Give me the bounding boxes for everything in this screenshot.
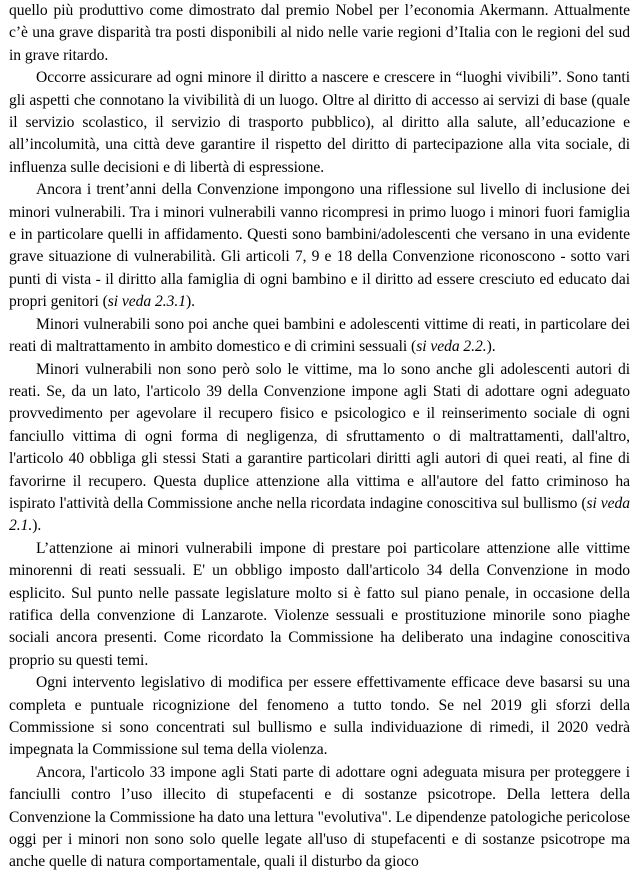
paragraph-text: L’attenzione ai minori vulnerabili impone di prestare poi particolare attenzione alle vittime minorenni di reati sessuali. E' un obbligo imposto dall'articolo 34 della Convenzione in modo esplicito. Sul punto nelle passate legislature molto si è fatto sul piano penale, in occasione della ratifica della convenzione di Lanzarote. Violenze sessuali e prostituzione minorile sono piaghe sociali ancora presenti. Come ricordato la Commissione ha deliberato una indagine conoscitiva proprio su questi temi. bbox=[9, 539, 630, 669]
paragraph-text: Ogni intervento legislativo di modifica per essere effettivamente efficace deve basarsi su una completa e puntuale ricognizione del fenomeno a tutto tondo. Se nel 2019 gli sforzi della Commissione si sono concentrati sul bullismo e sulla individuazione di rimedi, il 2020 vedrà impegnata la Commissione sul tema della violenza. bbox=[9, 674, 630, 759]
paragraph bbox=[9, 359, 630, 538]
paragraph-text: ). bbox=[486, 338, 496, 356]
paragraph bbox=[9, 538, 630, 672]
cross-reference: si veda 2.2. bbox=[416, 338, 487, 356]
paragraph-text: ). bbox=[32, 517, 42, 535]
paragraph bbox=[9, 0, 630, 67]
paragraph-text: ). bbox=[185, 293, 195, 311]
paragraph-text: quello più produttivo come dimostrato dal premio Nobel per l’economia Akermann. Attualmente c’è una grave disparità tra posti disponibili al nido nelle varie regioni d’Italia con le regioni del sud in grave ritardo. bbox=[9, 2, 630, 64]
paragraph bbox=[9, 672, 630, 762]
paragraph-text: Occorre assicurare ad ogni minore il diritto a nascere e crescere in “luoghi vivibili”. Sono tanti gli aspetti che connotano la vivibilità di un luogo. Oltre al diritto di accesso ai servizi di base (quale il servizio scolastico, il servizio di trasporto pubblico), al diritto alla salute, all’educazione e all’incolumità, una città deve garantire il rispetto del diritto di partecipazione alla vita sociale, di influenza sulle decisioni e di libertà di espressione. bbox=[9, 69, 630, 176]
paragraph-text: Minori vulnerabili non sono però solo le vittime, ma lo sono anche gli adolescenti autori di reati. Se, da un lato, l'articolo 39 della Convenzione impone agli Stati di adottare ogni adeguato provvedimento per agevolare il recupero fisico e psicologico e il reinserimento sociale di ogni fanciullo vittima di ogni forma di negligenza, di sfruttamento o di maltrattamenti, dall'altro, l'articolo 40 obbliga gli stessi Stati a garantire particolari diritti agli autori di quei reati, al fine di favorirne il recupero. Questa duplice attenzione alla vittima e all'autore del fatto criminoso ha ispirato l'attività della Commissione anche nella ricordata indagine conoscitiva sul bullismo ( bbox=[9, 360, 630, 512]
paragraph bbox=[9, 179, 630, 313]
paragraph bbox=[9, 314, 630, 359]
paragraph bbox=[9, 762, 630, 874]
cross-reference: si veda 2.1. bbox=[9, 494, 631, 535]
paragraph-text: Ancora, l'articolo 33 impone agli Stati parte di adottare ogni adeguata misura per proteggere i fanciulli contro l’uso illecito di stupefacenti e di sostanze psicotrope. Della lettera della Convenzione la Commissione ha dato una lettura "evolutiva". Le dipendenze patologiche pericolose oggi per i minori non sono solo quelle legate all'uso di stupefacenti e di sostanze psicotrope ma anche quelle di natura comportamentale, quali il disturbo da gioco bbox=[9, 763, 630, 871]
paragraph-text: Ancora i trent’anni della Convenzione impongono una riflessione sul livello di inclusione dei minori vulnerabili. Tra i minori vulnerabili vanno ricompresi in primo luogo i minori fuori famiglia e in particolare quelli in affidamento. Questi sono bambini/adolescenti che versano in una evidente grave situazione di vulnerabilità. Gli articoli 7, 9 e 18 della Convenzione riconoscono - sotto vari punti di vista - il diritto alla famiglia di ogni bambino e il diritto ad essere cresciuto ed educato dai propri genitori ( bbox=[9, 181, 630, 311]
document-page bbox=[9, 0, 630, 874]
paragraph-text: Minori vulnerabili sono poi anche quei bambini e adolescenti vittime di reati, in particolare dei reati di maltrattamento in ambito domestico e di crimini sessuali ( bbox=[9, 315, 630, 356]
paragraph bbox=[9, 67, 630, 179]
cross-reference: si veda 2.3.1 bbox=[107, 293, 186, 311]
